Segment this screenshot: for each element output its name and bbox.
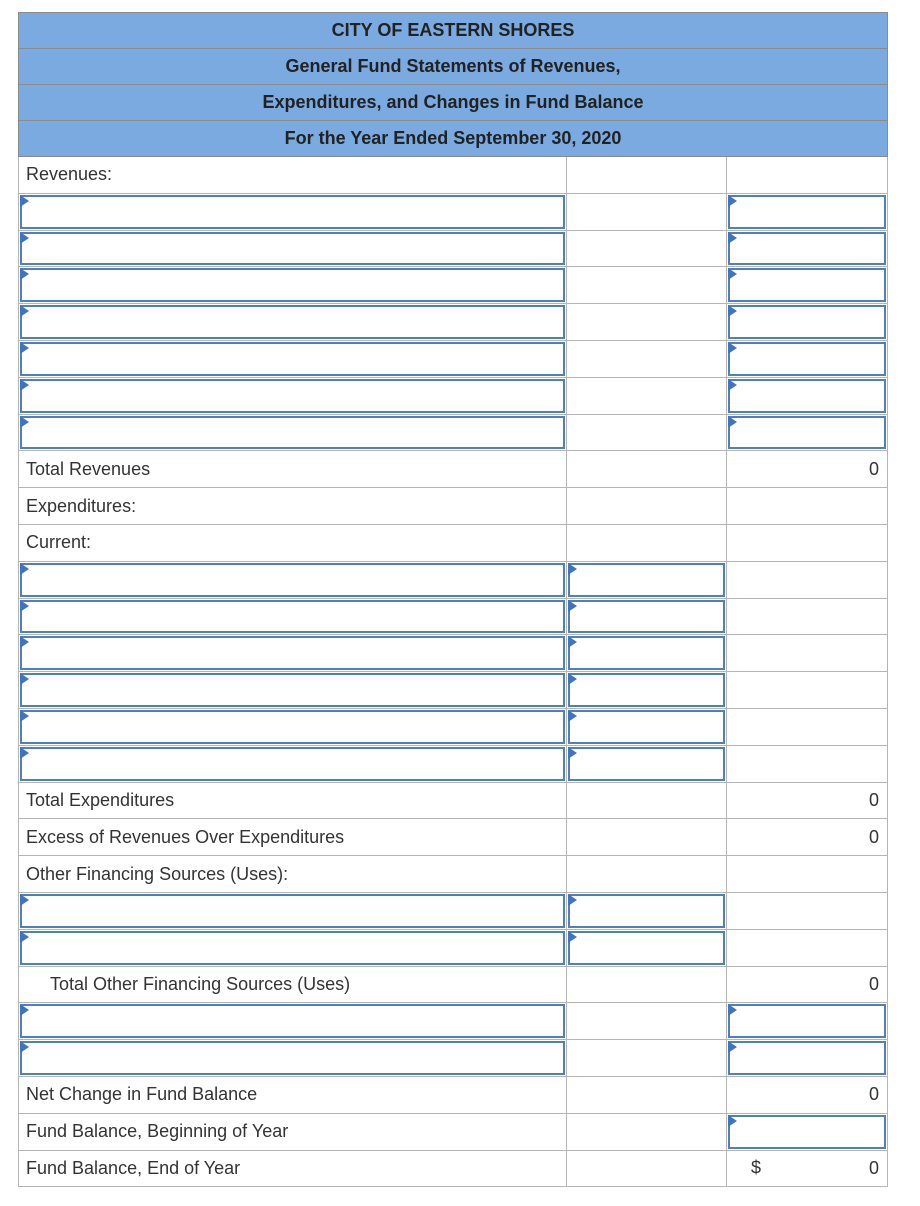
- revenue-row: [18, 231, 888, 268]
- excess-label: Excess of Revenues Over Expenditures: [19, 819, 567, 855]
- total-other-financing-label: Total Other Financing Sources (Uses): [19, 967, 567, 1003]
- row-revenues-heading: [18, 157, 888, 194]
- row-expenditures-heading: [18, 488, 888, 525]
- currency-symbol: $: [751, 1157, 762, 1178]
- special-item-name-input[interactable]: [20, 1004, 565, 1038]
- expenditure-amount-input[interactable]: [568, 563, 725, 597]
- fund-end-label: Fund Balance, End of Year: [19, 1151, 567, 1187]
- fund-end-value: 0: [868, 1157, 879, 1178]
- expenditure-row: [18, 635, 888, 672]
- statement-table: [18, 12, 888, 1187]
- revenue-amount-input[interactable]: [728, 268, 886, 302]
- row-other-financing-heading: [18, 856, 888, 893]
- expenditures-label: Expenditures:: [19, 488, 567, 524]
- revenue-amount-input[interactable]: [728, 195, 886, 229]
- revenue-amount-input[interactable]: [728, 342, 886, 376]
- row-fund-begin: [18, 1114, 888, 1151]
- revenue-row: [18, 267, 888, 304]
- expenditure-amount-input[interactable]: [568, 600, 725, 634]
- expenditure-name-input[interactable]: [20, 600, 565, 634]
- row-total-other-financing: [18, 967, 888, 1004]
- other-financing-row: [18, 930, 888, 967]
- net-change-value: 0: [868, 1084, 879, 1105]
- other-financing-label: Other Financing Sources (Uses):: [19, 856, 567, 892]
- other-financing-name-input[interactable]: [20, 931, 565, 965]
- expenditure-row: [18, 562, 888, 599]
- revenue-amount-input[interactable]: [728, 305, 886, 339]
- total-revenues-value: 0: [868, 458, 879, 479]
- header-title-2: Expenditures, and Changes in Fund Balance: [18, 85, 888, 121]
- revenue-row: [18, 341, 888, 378]
- special-item-row: [18, 1003, 888, 1040]
- expenditure-amount-input[interactable]: [568, 673, 725, 707]
- revenue-row: [18, 194, 888, 231]
- revenue-name-input[interactable]: [20, 342, 565, 376]
- row-net-change: [18, 1077, 888, 1114]
- expenditure-name-input[interactable]: [20, 747, 565, 781]
- revenue-row: [18, 415, 888, 452]
- revenues-label: Revenues:: [19, 157, 567, 193]
- expenditure-row: [18, 746, 888, 783]
- other-financing-amount-input[interactable]: [568, 931, 725, 965]
- net-change-label: Net Change in Fund Balance: [19, 1077, 567, 1113]
- expenditure-row: [18, 599, 888, 636]
- total-expenditures-value: 0: [868, 789, 879, 810]
- row-total-revenues: [18, 451, 888, 488]
- total-revenues-label: Total Revenues: [19, 451, 567, 487]
- revenue-row: [18, 304, 888, 341]
- special-item-row: [18, 1040, 888, 1077]
- row-current-heading: [18, 525, 888, 562]
- expenditure-name-input[interactable]: [20, 710, 565, 744]
- fund-begin-input[interactable]: [728, 1115, 886, 1149]
- revenue-name-input[interactable]: [20, 416, 565, 450]
- revenue-name-input[interactable]: [20, 379, 565, 413]
- expenditure-amount-input[interactable]: [568, 710, 725, 744]
- expenditure-row: [18, 672, 888, 709]
- total-other-financing-value: 0: [868, 973, 879, 994]
- fund-begin-label: Fund Balance, Beginning of Year: [19, 1114, 567, 1150]
- revenue-name-input[interactable]: [20, 305, 565, 339]
- excess-value: 0: [868, 826, 879, 847]
- current-label: Current:: [19, 525, 567, 561]
- revenue-name-input[interactable]: [20, 268, 565, 302]
- revenue-row: [18, 378, 888, 415]
- special-item-name-input[interactable]: [20, 1041, 565, 1075]
- special-item-amount-input[interactable]: [728, 1041, 886, 1075]
- revenue-name-input[interactable]: [20, 195, 565, 229]
- other-financing-amount-input[interactable]: [568, 894, 725, 928]
- revenue-name-input[interactable]: [20, 232, 565, 266]
- row-total-expenditures: [18, 783, 888, 820]
- revenue-amount-input[interactable]: [728, 232, 886, 266]
- row-fund-end: [18, 1151, 888, 1188]
- other-financing-name-input[interactable]: [20, 894, 565, 928]
- expenditure-amount-input[interactable]: [568, 636, 725, 670]
- revenue-amount-input[interactable]: [728, 416, 886, 450]
- header-period: For the Year Ended September 30, 2020: [18, 121, 888, 157]
- expenditure-name-input[interactable]: [20, 563, 565, 597]
- expenditure-name-input[interactable]: [20, 636, 565, 670]
- total-expenditures-label: Total Expenditures: [19, 783, 567, 819]
- expenditure-row: [18, 709, 888, 746]
- expenditure-name-input[interactable]: [20, 673, 565, 707]
- other-financing-row: [18, 893, 888, 930]
- row-excess: [18, 819, 888, 856]
- special-item-amount-input[interactable]: [728, 1004, 886, 1038]
- header-title-1: General Fund Statements of Revenues,: [18, 49, 888, 85]
- header-city: CITY OF EASTERN SHORES: [18, 12, 888, 49]
- expenditure-amount-input[interactable]: [568, 747, 725, 781]
- revenue-amount-input[interactable]: [728, 379, 886, 413]
